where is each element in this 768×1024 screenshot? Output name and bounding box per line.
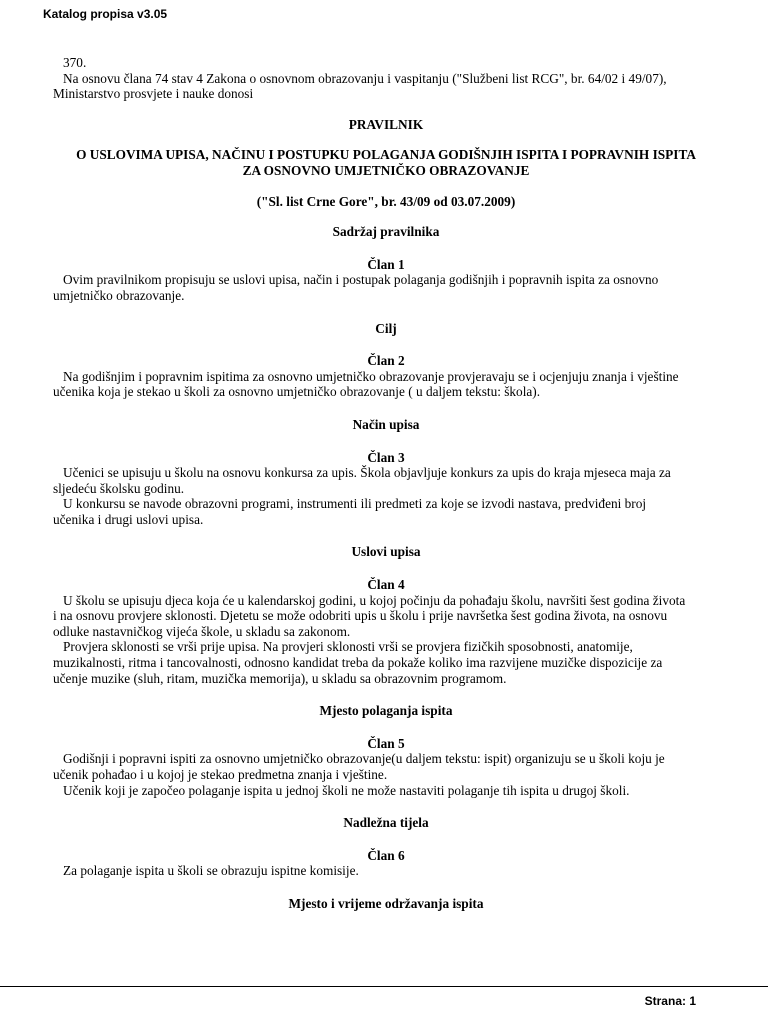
intro-line: Ministarstvo prosvjete i nauke donosi <box>53 86 254 102</box>
footer-divider <box>0 986 768 987</box>
document-body <box>53 55 719 912</box>
article-heading: Član 2 <box>367 353 405 369</box>
paragraph-line: muzikalnosti, ritma i tancovalnosti, odnosno kandidat treba da pokaže koliko ima razvijene muzičke dispozicije za <box>53 655 663 671</box>
intro-line: Na osnovu člana 74 stav 4 Zakona o osnovnom obrazovanju i vaspitanju ("Službeni list RCG", br. 64/02 i 49/07), <box>63 70 667 86</box>
paragraph-line: učenik pohađao i u kojoj je stekao predmetna znanja i vještine. <box>53 767 388 782</box>
section-heading: Način upisa <box>352 416 420 432</box>
paragraph-line: Učenici se upisuju u školu na osnovu konkursa za upis. Škola objavljuje konkurs za upis do kraja mjeseca maja za <box>63 465 671 481</box>
paragraph-line: Na godišnjim i popravnim ispitima za osnovno umjetničko obrazovanje provjeravaju se i ocjenjuju znanja i vještine <box>63 368 679 384</box>
document-subtitle: ZA OSNOVNO UMJETNIČKO OBRAZOVANJE <box>242 162 530 178</box>
paragraph-line: učenika i drugi uslovi upisa. <box>53 511 204 527</box>
article-heading: Član 6 <box>367 847 405 863</box>
app-title: Katalog propisa v3.05 <box>43 7 168 21</box>
document-subtitle: O USLOVIMA UPISA, NAČINU I POSTUPKU POLAGANJA GODIŠNJIH ISPITA I POPRAVNIH ISPITA <box>76 147 696 163</box>
paragraph-line: Ovim pravilnikom propisuju se uslovi upisa, način i postupak polaganja godišnjih i popravnih ispita za osnovno <box>63 272 659 288</box>
document-title: PRAVILNIK <box>348 116 424 132</box>
paragraph-line: Provjera sklonosti se vrši prije upisa. Na provjeri sklonosti vrši se provjera fizičkih sposobnosti, anatomije, <box>63 639 633 655</box>
paragraph-line: i na osnovu provjere sklonosti. Djetetu se može odobriti upis u školu i prije navršetka šest godina života, na osnovu <box>53 608 668 624</box>
paragraph-line: Učenik koji je započeo polaganje ispita u jednoj školi ne može nastaviti polaganje tih ispita u drugoj školi. <box>63 782 630 798</box>
regulation-number: 370. <box>63 55 87 70</box>
page-number: Strana: 1 <box>644 994 696 1008</box>
section-heading: Sadržaj pravilnika <box>332 224 440 240</box>
section-heading: Uslovi upisa <box>351 544 421 560</box>
paragraph-line: Za polaganje ispita u školi se obrazuju ispitne komisije. <box>63 863 359 879</box>
paragraph-line: odluke nastavničkog vijeća škole, u skladu sa zakonom. <box>53 623 351 639</box>
section-heading: Cilj <box>375 320 397 336</box>
paragraph-line: U konkursu se navode obrazovni programi, instrumenti ili predmeti za koje se izvodi nastava, predviđeni broj <box>63 496 647 512</box>
section-heading: Mjesto i vrijeme održavanja ispita <box>288 895 484 911</box>
article-heading: Član 1 <box>367 256 405 272</box>
article-heading: Član 3 <box>367 449 405 465</box>
paragraph-line: učenje muzike (sluh, ritam, muzička memorija), u skladu sa obrazovnim programom. <box>53 670 507 686</box>
section-heading: Mjesto polaganja ispita <box>319 703 453 719</box>
article-heading: Član 4 <box>367 577 405 593</box>
article-heading: Član 5 <box>367 735 405 751</box>
paragraph-line: sljedeću školsku godinu. <box>53 480 185 496</box>
paragraph-line: Godišnji i popravni ispiti za osnovno umjetničko obrazovanje(u daljem tekstu: ispit) organizuju se u školi koju je <box>63 751 665 767</box>
section-heading: Nadležna tijela <box>343 815 429 831</box>
paragraph-line: učenika koja je stekao u školi za osnovno umjetničko obrazovanje ( u daljem tekstu: škola). <box>53 384 541 400</box>
gazette-reference: ("Sl. list Crne Gore", br. 43/09 od 03.07.2009) <box>256 193 516 209</box>
paragraph-line: U školu se upisuju djeca koja će u kalendarskoj godini, u kojoj počinju da pohađaju školu, navršiti šest godina života <box>63 592 686 608</box>
paragraph-line: umjetničko obrazovanje. <box>53 287 185 303</box>
